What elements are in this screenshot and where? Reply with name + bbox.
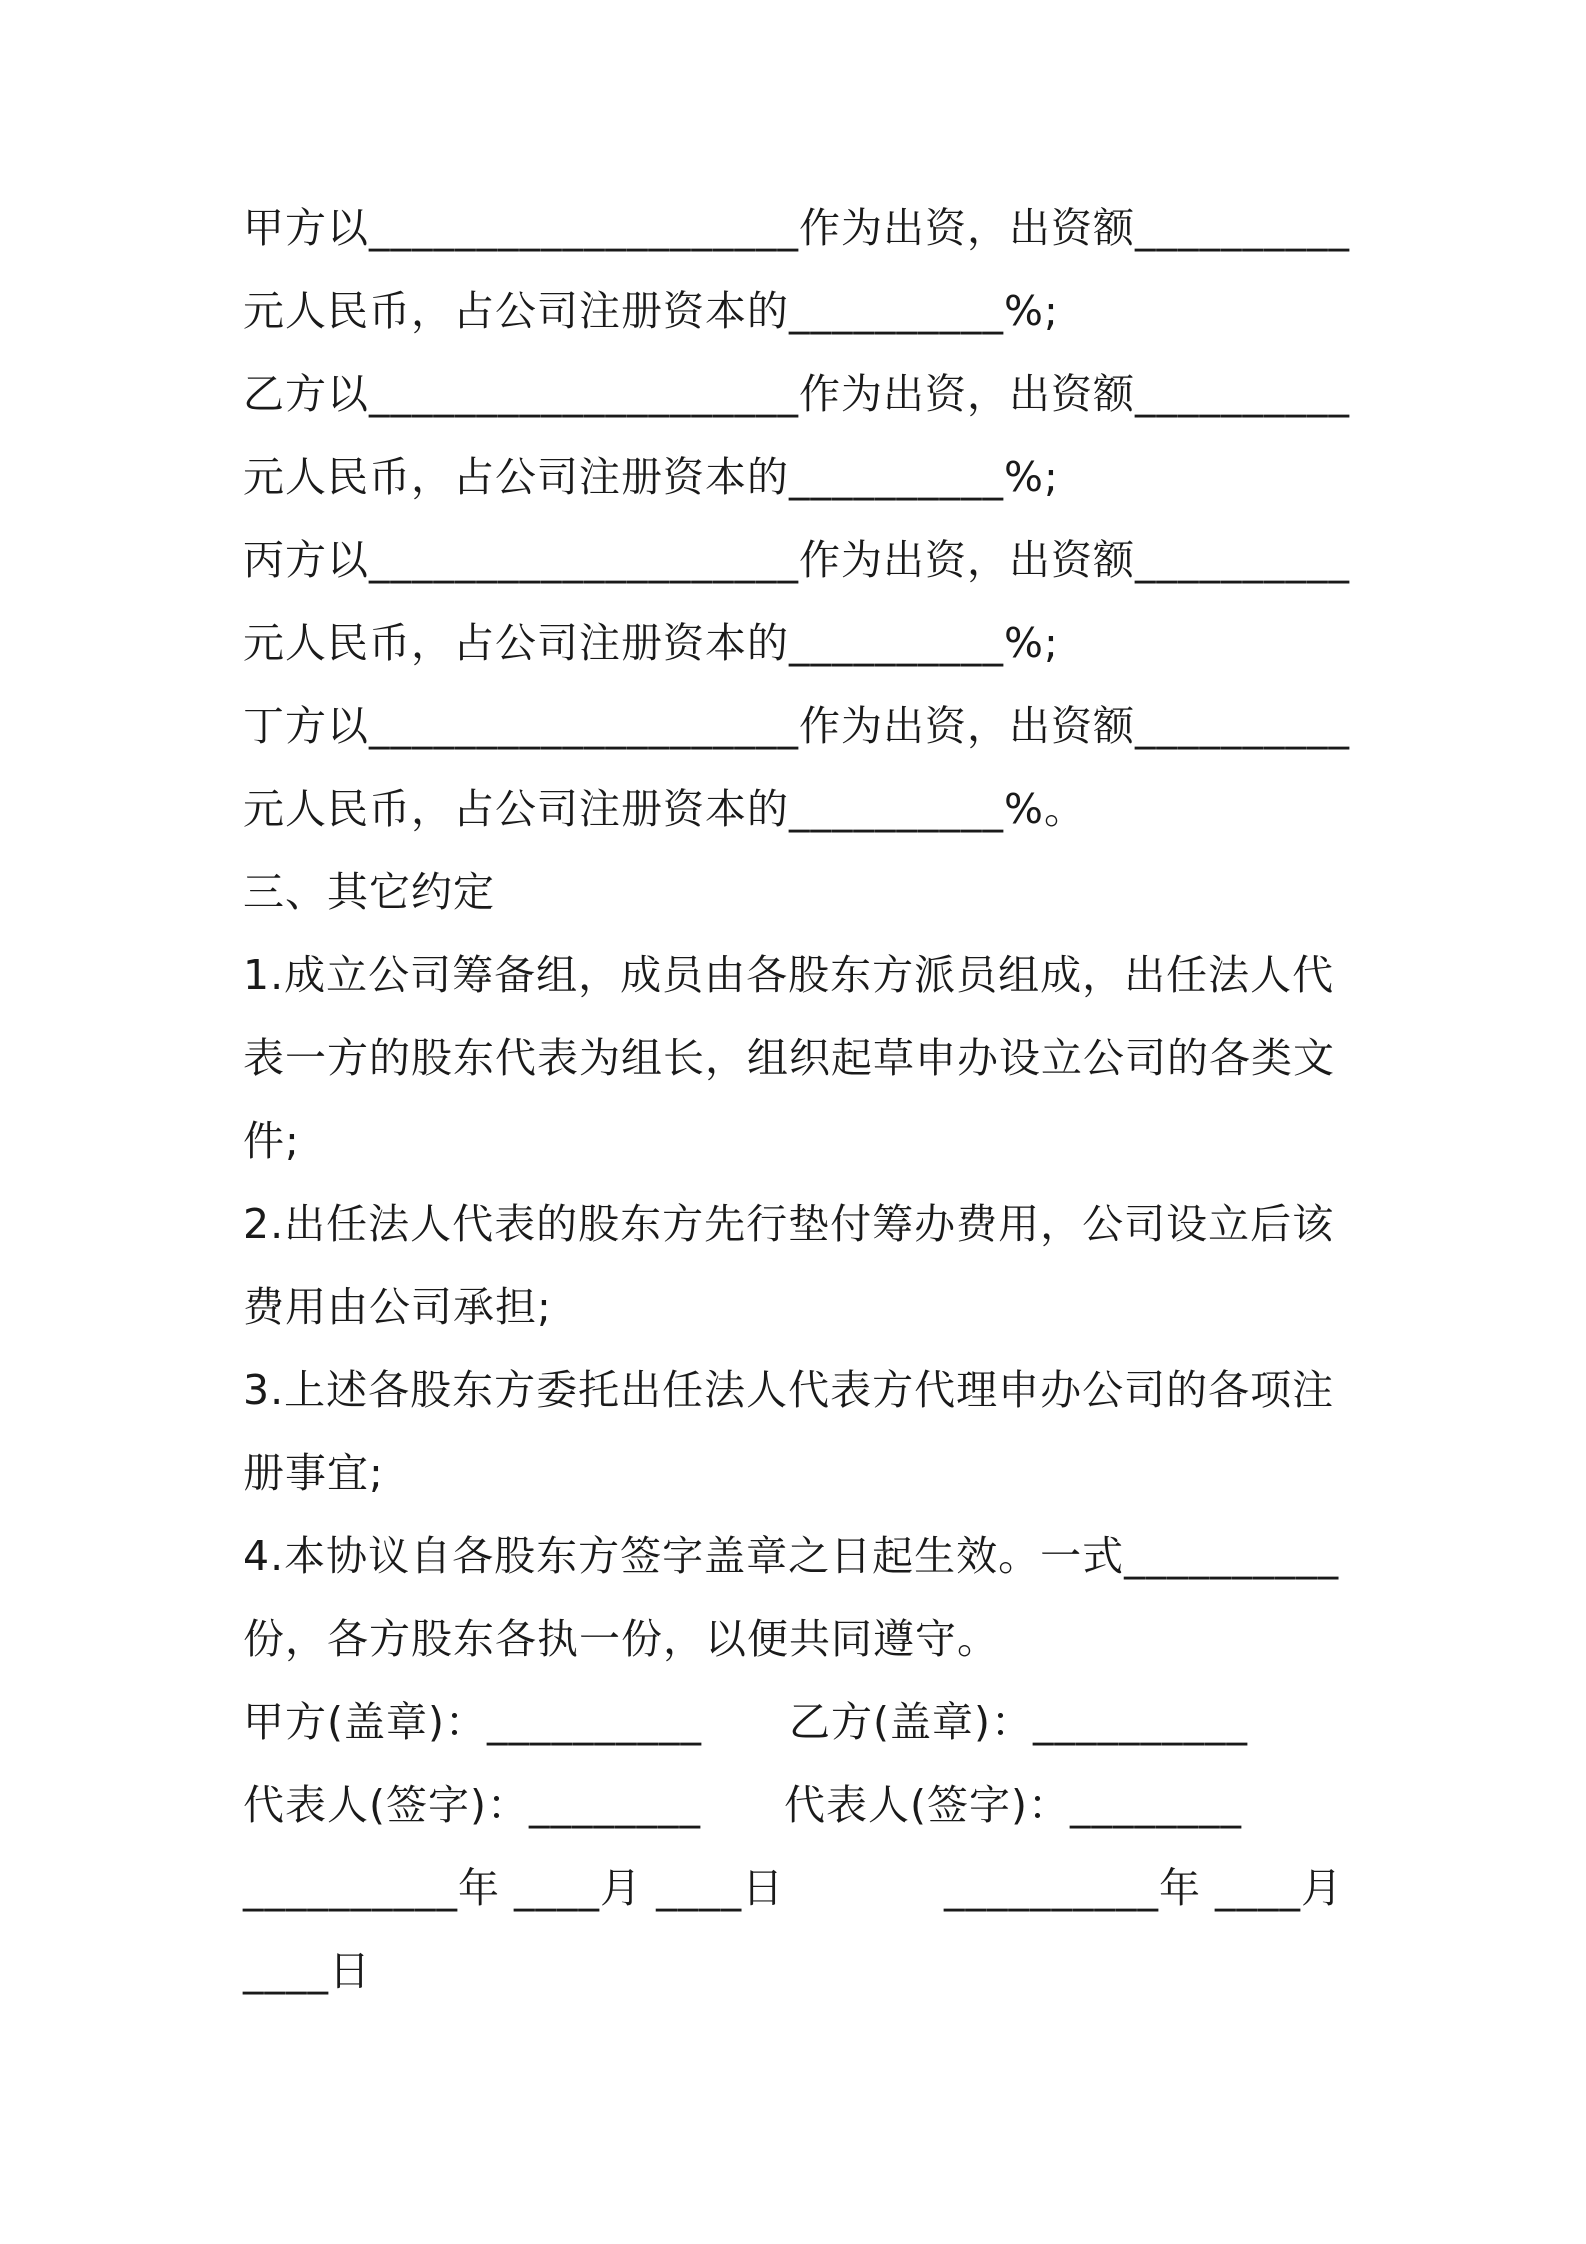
party-b-contribution-line1: 乙方以____________________作为出资，出资额__________: [243, 370, 1350, 418]
party-d-contribution-line1: 丁方以____________________作为出资，出资额__________: [243, 702, 1350, 750]
document-page: [243, 196, 1358, 2022]
party-a-contribution-line1: 甲方以____________________作为出资，出资额__________: [243, 204, 1350, 252]
item-1-line2: 表一方的股东代表为组长，组织起草申办设立公司的各类文: [243, 1034, 1335, 1082]
item-3-line2: 册事宜;: [243, 1449, 384, 1497]
seal-row: [243, 1690, 1358, 1773]
party-c-contribution-line2: 元人民币，占公司注册资本的__________%;: [243, 619, 1059, 667]
party-a-representative: 代表人(签字)：________: [243, 1781, 701, 1829]
item-4-line2: 份，各方股东各执一份，以便共同遵守。: [243, 1615, 999, 1663]
item-1-line1: 1.成立公司筹备组，成员由各股东方派员组成，出任法人代: [243, 951, 1335, 999]
party-a-seal: 甲方(盖章)：__________: [243, 1698, 702, 1746]
party-d-contribution-line2: 元人民币，占公司注册资本的__________%。: [243, 785, 1086, 833]
item-3-line1: 3.上述各股东方委托出任法人代表方代理申办公司的各项注: [243, 1366, 1335, 1414]
date-row: [243, 1856, 1358, 1939]
party-a-contribution-line2: 元人民币，占公司注册资本的__________%;: [243, 287, 1059, 335]
item-2-line1: 2.出任法人代表的股东方先行垫付筹办费用，公司设立后该: [243, 1200, 1335, 1248]
section-heading: 三、其它约定: [243, 868, 495, 916]
party-b-date: __________年 ____月: [944, 1864, 1344, 1912]
party-b-contribution-line2: 元人民币，占公司注册资本的__________%;: [243, 453, 1059, 501]
representative-row: [243, 1773, 1358, 1856]
party-b-representative: 代表人(签字)：________: [784, 1781, 1242, 1829]
item-4-line1: 4.本协议自各股东方签字盖章之日起生效。一式__________: [243, 1532, 1340, 1580]
item-2-line2: 费用由公司承担;: [243, 1283, 552, 1331]
item-1-line3: 件;: [243, 1117, 300, 1165]
party-a-date: __________年 ____月 ____日: [243, 1864, 785, 1912]
party-b-date-day: ____日: [243, 1947, 371, 1995]
party-b-seal: 乙方(盖章)：__________: [789, 1698, 1248, 1746]
party-c-contribution-line1: 丙方以____________________作为出资，出资额__________: [243, 536, 1350, 584]
